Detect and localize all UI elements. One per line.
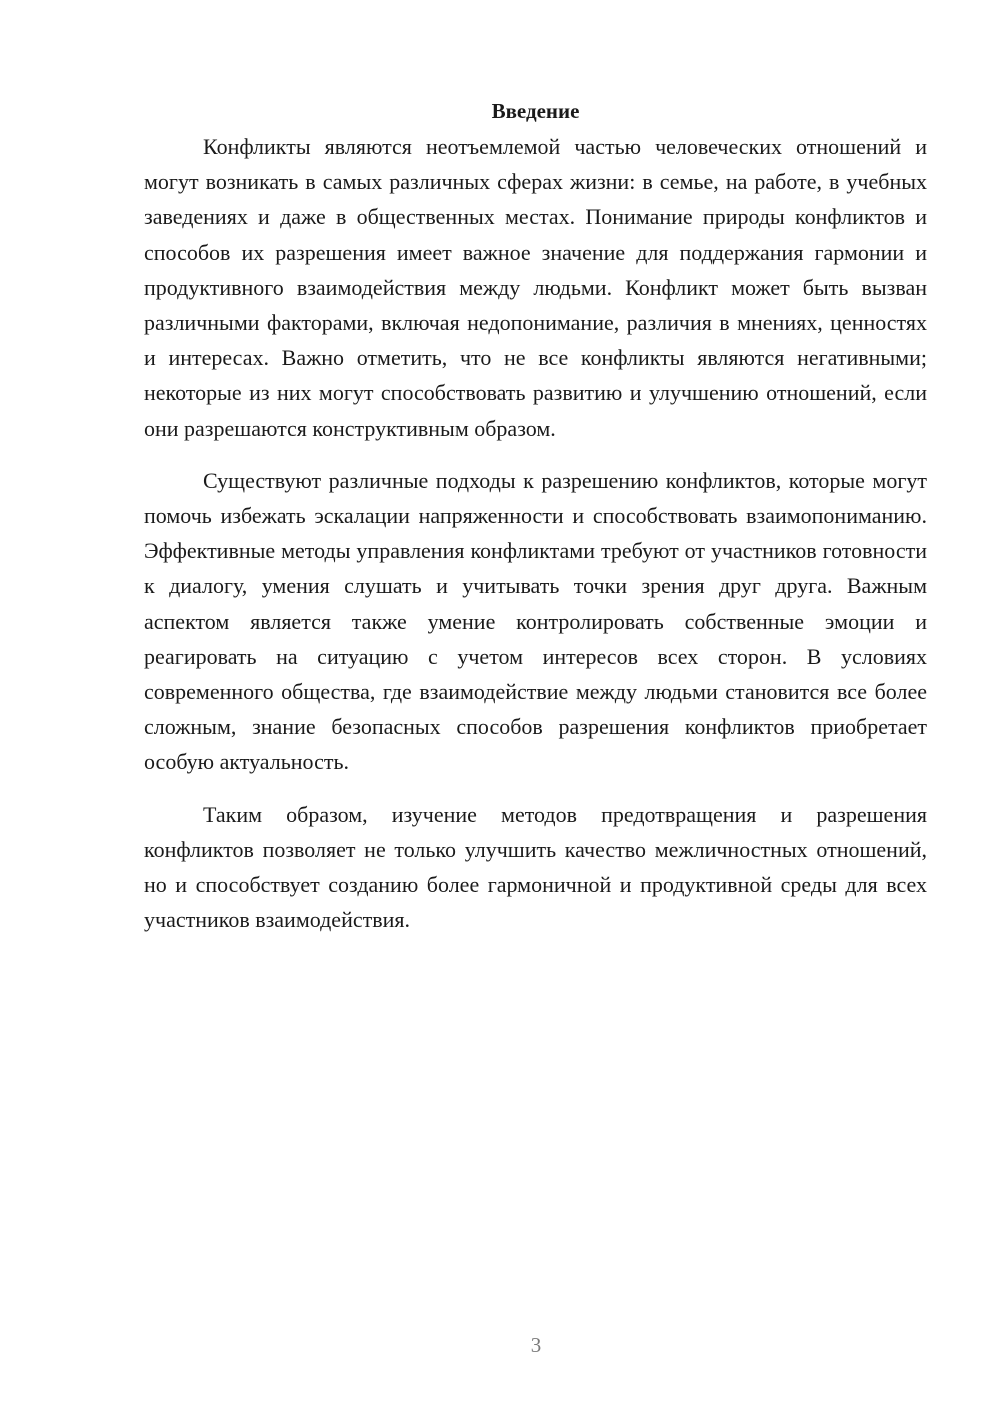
page-number: 3: [530, 1333, 542, 1357]
page-content: [144, 94, 927, 937]
paragraph-3: Таким образом, изучение методов предотвращения и разрешения конфликтов позволяет не только улучшить качество межличностных отношений, но и способствует созданию более гармоничной и продуктивной среды для всех участников взаимодействия.: [144, 801, 927, 933]
paragraph-2: Существуют различные подходы к разрешению конфликтов, которые могут помочь избежать эскалации напряженности и способствовать взаимопониманию. Эффективные методы управления конфликтами требуют от участников готовности к диалогу, умения слушать и учитывать точки зрения друг друга. Важным аспектом является также умение контролировать собственные эмоции и реагировать на ситуацию с учетом интересов всех сторон. В условиях современного общества, где взаимодействие между людьми становится все более сложным, знание безопасных способов разрешения конфликтов приобретает особую актуальность.: [144, 467, 927, 775]
section-title: Введение: [491, 99, 580, 123]
paragraph-1: Конфликты являются неотъемлемой частью человеческих отношений и могут возникать в самых различных сферах жизни: в семье, на работе, в учебных заведениях и даже в общественных местах. Понимание природы конфликтов и способов их разрешения имеет важное значение для поддержания гармонии и продуктивного взаимодействия между людьми. Конфликт может быть вызван различными факторами, включая недопонимание, различия в мнениях, ценностях и интересах. Важно отметить, что не все конфликты являются негативными; некоторые из них могут способствовать развитию и улучшению отношений, если они разрешаются конструктивным образом.: [144, 134, 927, 441]
